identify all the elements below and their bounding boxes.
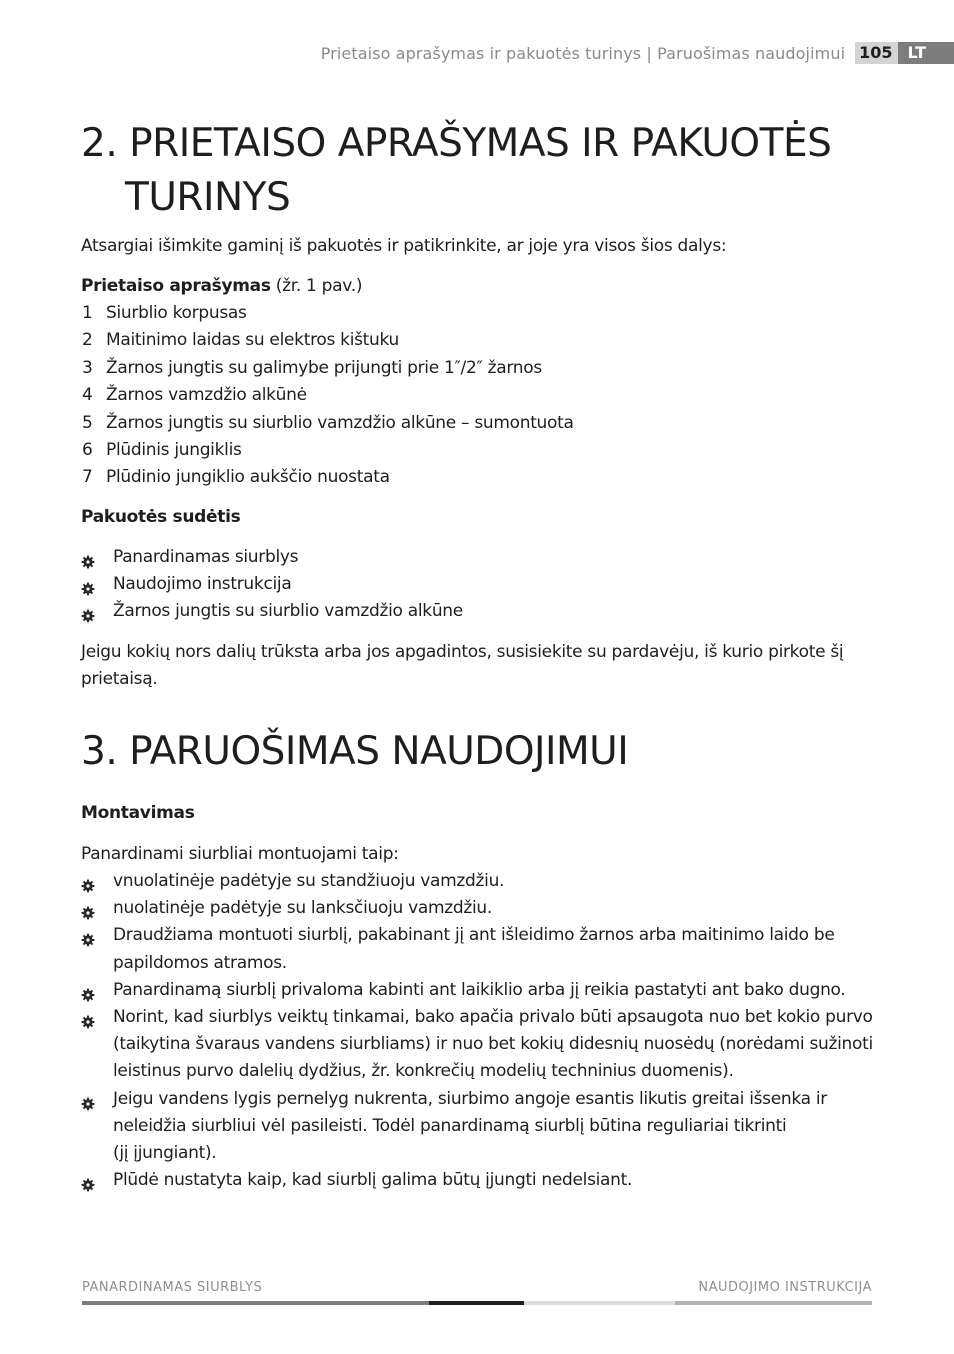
running-header (321, 42, 954, 64)
gear-bullet-icon (81, 551, 95, 565)
gear-bullet-icon (81, 1093, 95, 1107)
description-subheading (81, 273, 881, 300)
missing-parts-note (81, 639, 881, 693)
package-list (81, 544, 881, 626)
parts-list-item (81, 327, 881, 354)
bullet-item-text: (jį įjungiant). (113, 1143, 217, 1164)
part-number: 7 (82, 467, 93, 488)
part-number: 1 (82, 303, 93, 323)
bullet-item-text: (taikytina švaraus vandens siurbliams) ir nuo bet kokių didesnių nuosėdų (norėdami sužinoti (113, 1034, 873, 1055)
mounting-subheading: Montavimas (81, 803, 195, 823)
footer-product-name: PANARDINAMAS SIURBLYS (82, 1280, 263, 1295)
gear-bullet-icon (81, 1174, 95, 1188)
bullet-item (81, 922, 881, 976)
bullet-item (81, 1086, 881, 1168)
language-tag: LT (898, 42, 954, 64)
part-number: 5 (82, 412, 93, 433)
bullet-item-text: leistinus purvo dalelių dydžius, žr. konkrečių modelių techninius duomenis). (113, 1061, 734, 1082)
bullet-item (81, 895, 881, 922)
gear-bullet-icon (81, 605, 95, 619)
gear-bullet-icon (81, 875, 95, 889)
description-title: Prietaiso aprašymas (81, 276, 271, 296)
part-number: 3 (82, 357, 93, 378)
bullet-item (81, 1167, 881, 1194)
gear-bullet-icon (81, 929, 95, 943)
gear-bullet-icon (81, 1011, 95, 1025)
part-name: Plūdinio jungiklio aukščio nuostata (106, 467, 390, 488)
bullet-item-text: Panardinamą siurblį privaloma kabinti ant laikiklio arba jį reikia pastatyti ant bako dugno. (113, 979, 846, 1000)
gear-bullet-icon (81, 578, 95, 592)
footer-document-type: NAUDOJIMO INSTRUKCIJA (698, 1280, 872, 1295)
running-title: Prietaiso aprašymas ir pakuotės turinys | Paruošimas naudojimui (320, 43, 846, 63)
bullet-item-text: Panardinamas siurblys (113, 547, 299, 567)
part-name: Žarnos vamzdžio alkūnė (106, 385, 307, 406)
section-3-heading: 3. PARUOŠIMAS NAUDOJIMUI (81, 729, 629, 774)
part-name: Žarnos jungtis su siurblio vamzdžio alkūne – sumontuota (106, 412, 574, 433)
gear-bullet-icon (81, 984, 95, 998)
section-2-intro: Atsargiai išimkite gaminį iš pakuotės ir patikrinkite, ar joje yra visos šios dalys: (81, 236, 727, 256)
bullet-item-text: neleidžia siurbliui vėl pasileisti. Todėl panardinamą siurblį būtina reguliariai tikrinti (113, 1115, 787, 1136)
description-reference: (žr. 1 pav.) (270, 276, 363, 296)
bullet-item-text: papildomos atramos. (113, 952, 287, 973)
section-2-heading-line2: TURINYS (125, 175, 291, 220)
part-name: Plūdinis jungiklis (106, 440, 242, 461)
bullet-item (81, 977, 881, 1004)
bullet-item-text: Norint, kad siurblys veiktų tinkamai, bako apačia privalo būti apsaugota nuo bet kokio purvo (113, 1007, 873, 1028)
mounting-intro: Panardinami siurbliai montuojami taip: (81, 844, 399, 864)
bullet-item-text: Jeigu vandens lygis pernelyg nukrenta, siurbimo angoje esantis likutis greitai išsenka ir (113, 1088, 827, 1109)
parts-list (81, 300, 881, 492)
bullet-item (81, 571, 881, 598)
part-name: Maitinimo laidas su elektros kištuku (106, 330, 400, 351)
parts-list-item (81, 464, 881, 491)
missing-parts-note-line: Jeigu kokių nors dalių trūksta arba jos apgadintos, susisiekite su pardavėju, iš kurio pirkote šį (81, 642, 844, 662)
bullet-item (81, 544, 881, 571)
bullet-item-text: Plūdė nustatyta kaip, kad siurblį galima būtų įjungti nedelsiant. (113, 1170, 633, 1191)
parts-list-item (81, 382, 881, 409)
footer-rule-segment (429, 1301, 524, 1305)
part-name: Siurblio korpusas (106, 303, 247, 323)
bullet-item (81, 598, 881, 625)
parts-list-item (81, 355, 881, 382)
bullet-item-text: Žarnos jungtis su siurblio vamzdžio alkūne (113, 601, 463, 622)
section-2-heading (81, 117, 901, 225)
part-name: Žarnos jungtis su galimybe prijungti prie 1″/2″ žarnos (106, 357, 542, 378)
part-number: 2 (82, 330, 93, 351)
missing-parts-note-line: prietaisą. (81, 669, 158, 690)
mounting-list (81, 868, 881, 1194)
parts-list-item (81, 410, 881, 437)
footer-rule-segment (82, 1301, 429, 1305)
bullet-item-text: vnuolatinėje padėtyje su standžiuoju vamzdžiu. (113, 871, 505, 891)
part-number: 4 (82, 385, 93, 406)
page-number: 105 (855, 42, 897, 64)
section-2-heading-line1: 2. PRIETAISO APRAŠYMAS IR PAKUOTĖS (81, 121, 832, 166)
gear-bullet-icon (81, 902, 95, 916)
bullet-item (81, 868, 881, 895)
bullet-item-text: Draudžiama montuoti siurblį, pakabinant jį ant išleidimo žarnos arba maitinimo laido be (113, 925, 835, 946)
parts-list-item (81, 437, 881, 464)
parts-list-item (81, 300, 881, 327)
bullet-item-text: nuolatinėje padėtyje su lanksčiuoju vamzdžiu. (113, 898, 492, 919)
footer-rule-segment (524, 1301, 675, 1305)
part-number: 6 (82, 440, 93, 461)
bullet-item (81, 1004, 881, 1086)
footer-rule-segment (675, 1301, 872, 1305)
package-subheading: Pakuotės sudėtis (81, 507, 241, 527)
bullet-item-text: Naudojimo instrukcija (113, 574, 292, 595)
